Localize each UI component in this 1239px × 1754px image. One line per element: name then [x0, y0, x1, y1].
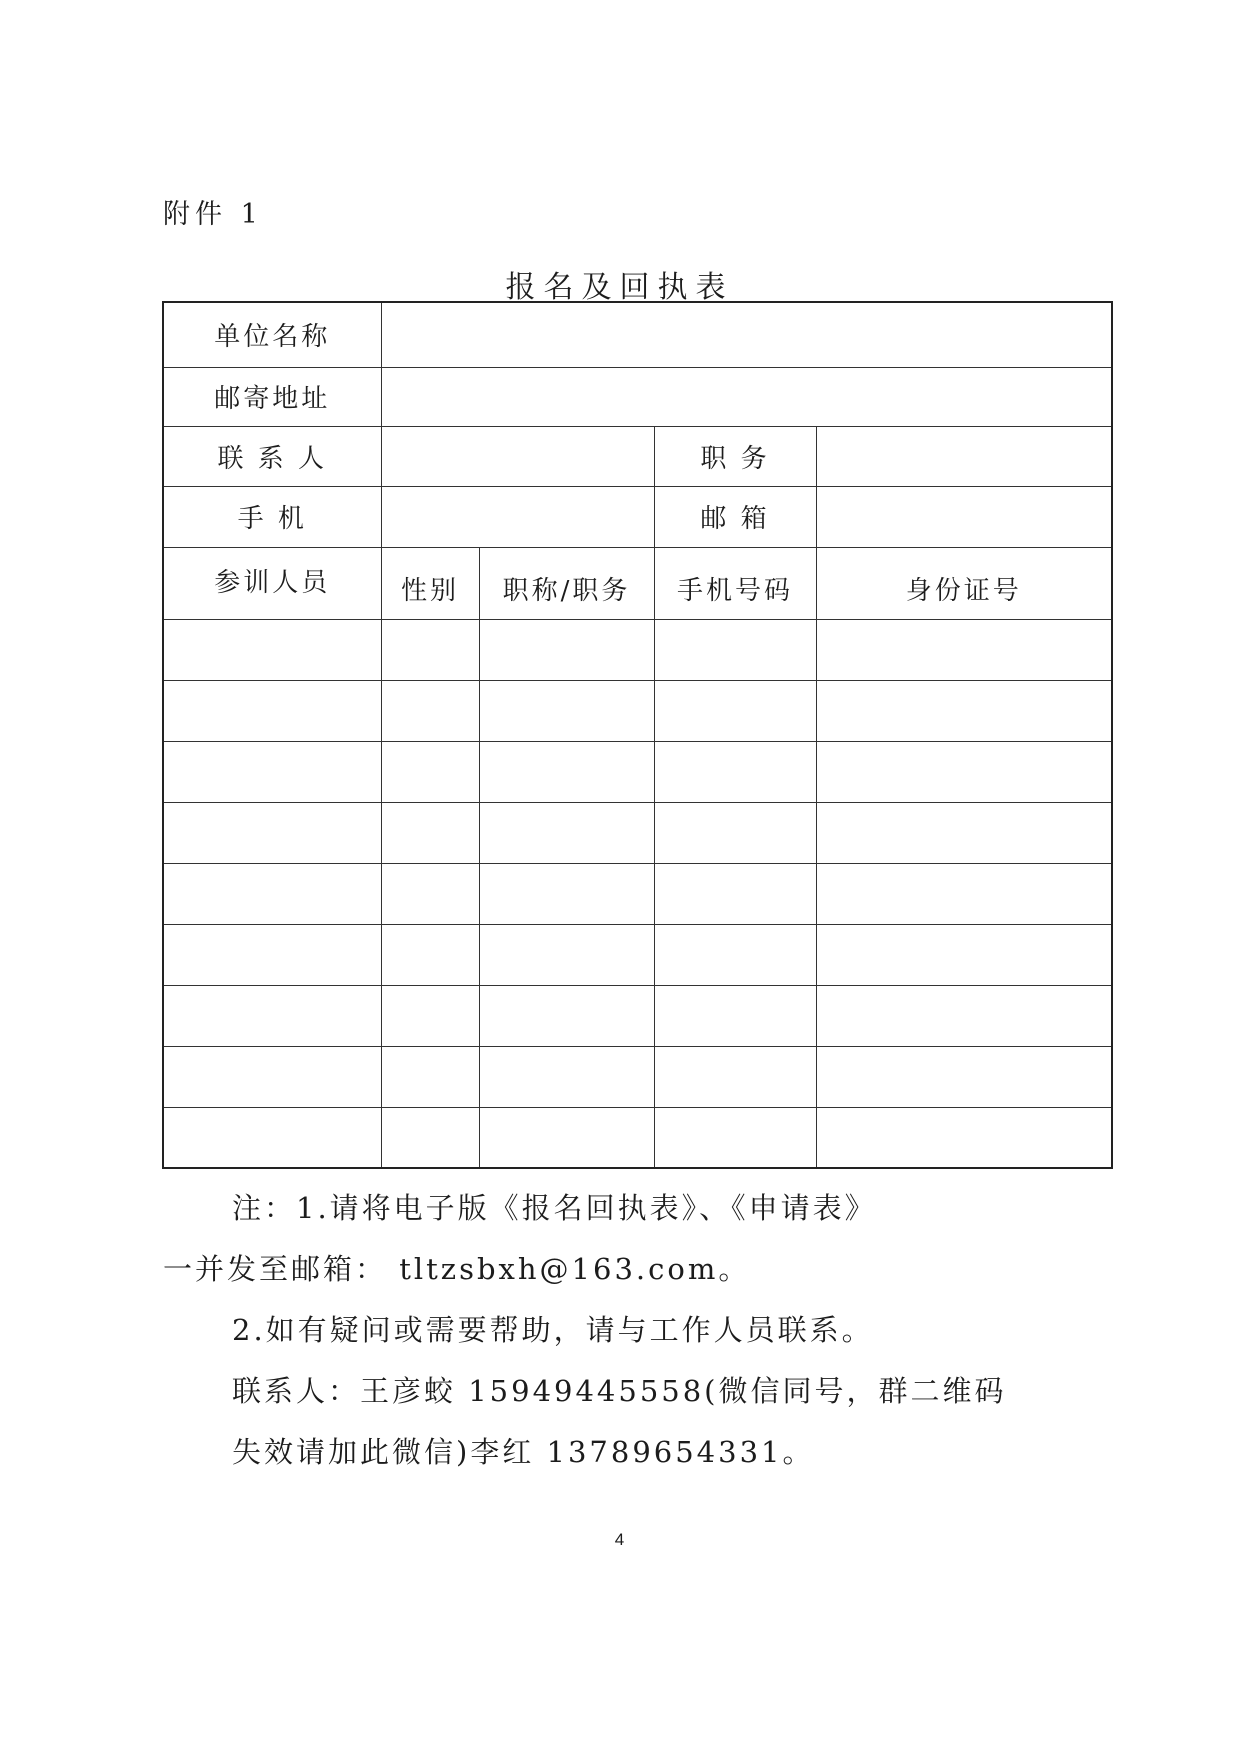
participant-id-cell[interactable] — [816, 985, 1112, 1046]
unit-name-field[interactable] — [381, 302, 1112, 367]
email-field[interactable] — [816, 486, 1112, 547]
participant-title-cell[interactable] — [479, 741, 654, 802]
attachment-label: 附件 1 — [163, 199, 263, 230]
participant-gender-cell[interactable] — [381, 802, 479, 863]
gender-header: 性别 — [381, 547, 479, 619]
participant-gender-cell[interactable] — [381, 619, 479, 680]
participant-name-cell[interactable] — [163, 924, 381, 985]
note-line-4: 联系人：王彦蛟 15949445558(微信同号，群二维码 — [232, 1374, 1007, 1408]
row-unit-name — [163, 302, 1112, 367]
participant-row — [163, 863, 1112, 924]
mobile-label: 手 机 — [163, 486, 381, 547]
participant-name-cell[interactable] — [163, 741, 381, 802]
participant-title-cell[interactable] — [479, 1107, 654, 1168]
participant-row — [163, 924, 1112, 985]
participant-row — [163, 741, 1112, 802]
participant-title-cell[interactable] — [479, 619, 654, 680]
phone-number-header: 手机号码 — [654, 547, 816, 619]
note-line-5: 失效请加此微信)李红 13789654331。 — [232, 1435, 815, 1469]
contact-label: 联 系 人 — [163, 426, 381, 486]
participant-gender-cell[interactable] — [381, 924, 479, 985]
mailing-address-label: 邮寄地址 — [163, 367, 381, 426]
participant-id-cell[interactable] — [816, 619, 1112, 680]
participant-id-cell[interactable] — [816, 741, 1112, 802]
participant-name-cell[interactable] — [163, 802, 381, 863]
participant-id-cell[interactable] — [816, 863, 1112, 924]
contact-field[interactable] — [381, 426, 654, 486]
participant-gender-cell[interactable] — [381, 985, 479, 1046]
participant-name-cell[interactable] — [163, 1107, 381, 1168]
mobile-field[interactable] — [381, 486, 654, 547]
form-title: 报名及回执表 — [505, 270, 734, 305]
participant-row — [163, 619, 1112, 680]
email-label: 邮 箱 — [654, 486, 816, 547]
row-mobile — [163, 486, 1112, 547]
participant-name-cell[interactable] — [163, 985, 381, 1046]
participant-name-cell[interactable] — [163, 619, 381, 680]
participant-id-cell[interactable] — [816, 802, 1112, 863]
participant-gender-cell[interactable] — [381, 1107, 479, 1168]
participant-row — [163, 1107, 1112, 1168]
position-label: 职 务 — [654, 426, 816, 486]
title-position-header: 职称/职务 — [479, 547, 654, 619]
participant-row — [163, 985, 1112, 1046]
participant-title-cell[interactable] — [479, 985, 654, 1046]
participant-phone-cell[interactable] — [654, 802, 816, 863]
participant-name-cell[interactable] — [163, 863, 381, 924]
participant-id-cell[interactable] — [816, 1107, 1112, 1168]
note-line-1: 注：1.请将电子版《报名回执表》、《申请表》 — [232, 1191, 877, 1225]
participant-title-cell[interactable] — [479, 924, 654, 985]
position-field[interactable] — [816, 426, 1112, 486]
participant-name-cell[interactable] — [163, 1046, 381, 1107]
participant-row — [163, 802, 1112, 863]
participant-phone-cell[interactable] — [654, 741, 816, 802]
id-number-header: 身份证号 — [816, 547, 1112, 619]
participant-title-cell[interactable] — [479, 802, 654, 863]
participant-title-cell[interactable] — [479, 680, 654, 741]
row-contact — [163, 426, 1112, 486]
participant-title-cell[interactable] — [479, 863, 654, 924]
participant-phone-cell[interactable] — [654, 924, 816, 985]
participant-id-cell[interactable] — [816, 1046, 1112, 1107]
participant-row — [163, 1046, 1112, 1107]
row-mailing-address — [163, 367, 1112, 426]
participant-gender-cell[interactable] — [381, 1046, 479, 1107]
participants-header-row — [163, 547, 1112, 619]
note-line-3: 2.如有疑问或需要帮助，请与工作人员联系。 — [232, 1313, 874, 1347]
participant-phone-cell[interactable] — [654, 680, 816, 741]
participant-gender-cell[interactable] — [381, 741, 479, 802]
participant-phone-cell[interactable] — [654, 1046, 816, 1107]
mailing-address-field[interactable] — [381, 367, 1112, 426]
participant-id-cell[interactable] — [816, 924, 1112, 985]
participant-gender-cell[interactable] — [381, 680, 479, 741]
participant-phone-cell[interactable] — [654, 985, 816, 1046]
page-number: 4 — [614, 1530, 625, 1549]
participant-gender-cell[interactable] — [381, 863, 479, 924]
registration-form-table — [162, 301, 1113, 1169]
trainees-header: 参训人员 — [163, 547, 381, 619]
participant-id-cell[interactable] — [816, 680, 1112, 741]
participant-phone-cell[interactable] — [654, 1107, 816, 1168]
note-line-2: 一并发至邮箱： tltzsbxh@163.com。 — [163, 1252, 751, 1286]
participant-phone-cell[interactable] — [654, 619, 816, 680]
participant-title-cell[interactable] — [479, 1046, 654, 1107]
participant-phone-cell[interactable] — [654, 863, 816, 924]
participant-name-cell[interactable] — [163, 680, 381, 741]
participant-row — [163, 680, 1112, 741]
unit-name-label: 单位名称 — [163, 302, 381, 367]
